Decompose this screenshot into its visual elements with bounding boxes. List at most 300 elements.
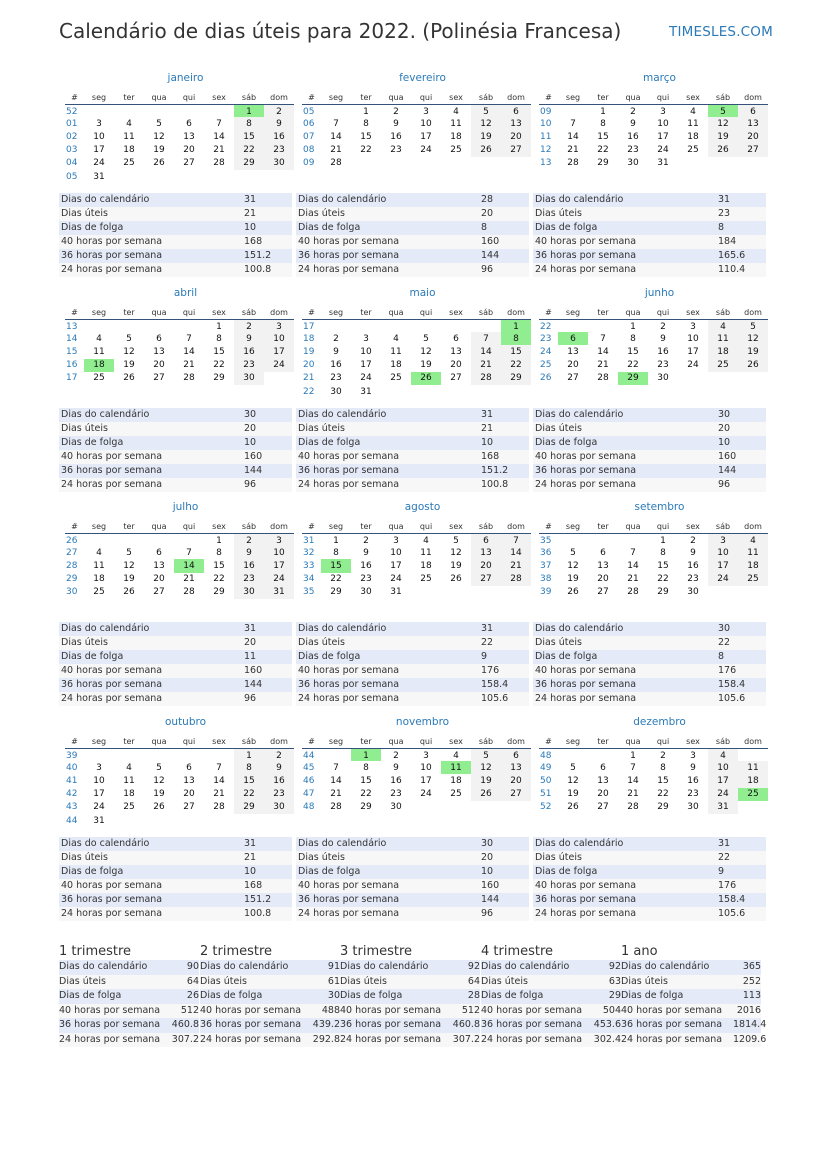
day-cell: 4 — [708, 319, 738, 332]
week-number: 46 — [303, 775, 315, 786]
summary-row — [59, 975, 199, 990]
stat-value: 100.8 — [244, 264, 272, 275]
summary-label: Dias do calendário — [481, 961, 570, 972]
day-cell: 4 — [393, 333, 399, 344]
week-row — [65, 117, 294, 130]
stat-value: 96 — [481, 264, 494, 275]
stat-label: 24 horas por semana — [61, 908, 163, 919]
day-cell: 7 — [630, 547, 636, 558]
day-cell — [411, 385, 441, 398]
summary-title: 2 trimestre — [200, 944, 273, 959]
stat-label: Dias de folga — [535, 437, 598, 448]
day-cell: 9 — [630, 118, 636, 129]
day-cell: 21 — [501, 559, 531, 572]
day-cell: 30 — [330, 386, 342, 397]
day-cell — [471, 319, 501, 332]
day-cell — [114, 170, 144, 183]
summary-value: 1814.4 — [733, 1019, 767, 1030]
weekday-header: ter — [114, 91, 144, 104]
day-cell: 23 — [360, 574, 372, 585]
day-cell: 3 — [660, 106, 666, 117]
day-cell: 17 — [708, 559, 738, 572]
day-cell: 12 — [123, 560, 135, 571]
day-cell: 27 — [501, 144, 531, 157]
day-cell: 13 — [501, 761, 531, 774]
day-cell: 11 — [738, 761, 768, 774]
week-number: 48 — [540, 750, 552, 761]
day-cell: 12 — [567, 775, 579, 786]
stat-value: 10 — [481, 437, 494, 448]
day-cell — [84, 533, 114, 546]
day-cell: 26 — [567, 587, 579, 598]
stat-value: 96 — [244, 479, 257, 490]
month-table — [539, 520, 768, 599]
stat-row — [59, 422, 292, 436]
weekday-header: seg — [84, 306, 114, 319]
day-cell: 18 — [390, 360, 402, 371]
day-cell — [264, 372, 294, 385]
week-row — [65, 801, 294, 814]
weekday-header: qua — [618, 91, 648, 104]
summary-2 — [340, 944, 480, 1047]
week-number: 17 — [303, 321, 315, 332]
day-cell: 6 — [558, 332, 588, 345]
day-cell: 8 — [234, 117, 264, 130]
stat-value: 100.8 — [244, 908, 272, 919]
day-cell — [558, 319, 588, 332]
weekday-header: sex — [204, 520, 234, 533]
month-table — [539, 735, 768, 814]
day-cell: 29 — [330, 587, 342, 598]
weekday-header: dom — [264, 306, 294, 319]
day-cell: 17 — [360, 360, 372, 371]
stat-label: Dias úteis — [61, 208, 108, 219]
day-cell: 5 — [570, 547, 576, 558]
weekday-header: qui — [648, 306, 678, 319]
day-cell — [84, 104, 114, 117]
stat-row — [296, 692, 529, 706]
day-cell: 17 — [657, 131, 669, 142]
stat-value: 168 — [244, 236, 263, 247]
day-cell: 27 — [501, 788, 531, 801]
summary-value: 63 — [608, 975, 621, 987]
stat-row — [296, 207, 529, 221]
day-cell: 23 — [264, 144, 294, 157]
day-cell: 3 — [423, 750, 429, 761]
weekday-header: # — [302, 735, 321, 748]
stat-label: 24 horas por semana — [535, 264, 637, 275]
stat-label: Dias do calendário — [298, 623, 387, 634]
stat-value: 8 — [718, 651, 725, 662]
summary-row — [621, 989, 761, 1004]
day-cell: 15 — [501, 345, 531, 358]
day-cell: 18 — [84, 359, 114, 372]
day-cell: 1 — [234, 104, 264, 117]
stat-row — [59, 408, 292, 422]
week-number: 50 — [540, 775, 552, 786]
summary-value: 504 — [602, 1004, 621, 1016]
day-cell: 7 — [216, 118, 222, 129]
day-cell: 16 — [234, 345, 264, 358]
day-cell: 17 — [93, 789, 105, 800]
day-cell: 31 — [657, 158, 669, 169]
day-cell: 24 — [264, 573, 294, 586]
stat-row — [533, 837, 766, 851]
day-cell — [588, 533, 618, 546]
weekday-header: qui — [174, 735, 204, 748]
day-cell: 2 — [630, 106, 636, 117]
week-row — [65, 372, 294, 385]
summary-label: 24 horas por semana — [59, 1033, 161, 1045]
day-cell — [708, 157, 738, 170]
month-table — [539, 306, 768, 385]
month-name: fevereiro — [399, 72, 446, 84]
day-cell: 24 — [708, 788, 738, 801]
stat-label: 40 horas por semana — [298, 236, 400, 247]
day-cell — [321, 319, 351, 332]
summary-row — [481, 975, 621, 990]
summary-value: 1209.6 — [733, 1033, 767, 1045]
stat-value: 20 — [244, 637, 257, 648]
month-table — [65, 91, 294, 183]
day-cell — [264, 814, 294, 827]
weekday-header: sex — [441, 520, 471, 533]
day-cell: 1 — [234, 748, 264, 761]
stat-row — [59, 249, 292, 263]
week-number: 52 — [540, 802, 552, 813]
stat-row — [533, 464, 766, 478]
day-cell: 10 — [657, 118, 669, 129]
stat-row — [533, 692, 766, 706]
weekday-header: ter — [588, 520, 618, 533]
day-cell: 4 — [738, 533, 768, 546]
month-name: junho — [644, 287, 675, 299]
day-cell — [441, 319, 471, 332]
month-table — [539, 91, 768, 170]
day-cell: 10 — [687, 333, 699, 344]
summary-value: 64 — [467, 975, 480, 987]
week-number: 24 — [540, 346, 552, 357]
stat-row — [59, 678, 292, 692]
stat-label: Dias do calendário — [535, 838, 624, 849]
stat-row — [296, 408, 529, 422]
month-5 — [539, 287, 768, 385]
weekday-header: qui — [411, 91, 441, 104]
day-cell: 8 — [216, 547, 222, 558]
stat-value: 160 — [244, 451, 263, 462]
summary-value: 113 — [742, 990, 761, 1001]
stat-label: 24 horas por semana — [535, 479, 637, 490]
weekday-header: seg — [321, 735, 351, 748]
weekday-header: # — [65, 306, 84, 319]
weekday-header: qui — [648, 91, 678, 104]
day-cell — [411, 586, 441, 599]
stat-value: 165.6 — [718, 250, 746, 261]
summary-label: Dias do calendário — [59, 961, 148, 972]
day-cell — [738, 586, 768, 599]
month-stats — [533, 622, 766, 706]
stat-label: Dias do calendário — [298, 838, 387, 849]
day-cell: 18 — [738, 559, 768, 572]
day-cell: 10 — [420, 762, 432, 773]
day-cell: 29 — [234, 157, 264, 170]
week-row — [539, 157, 768, 170]
stat-value: 22 — [718, 852, 731, 863]
week-number: 44 — [66, 815, 78, 826]
day-cell: 31 — [93, 815, 105, 826]
stat-label: 40 horas por semana — [535, 236, 637, 247]
day-cell: 23 — [687, 574, 699, 585]
stat-label: 40 horas por semana — [61, 236, 163, 247]
week-number: 18 — [303, 333, 315, 344]
summary-value: 302.4 — [593, 1033, 621, 1045]
week-number: 47 — [303, 789, 315, 800]
day-cell: 6 — [471, 533, 501, 546]
summary-value: 512 — [180, 1004, 199, 1016]
day-cell: 7 — [186, 547, 192, 558]
day-cell: 19 — [708, 130, 738, 143]
day-cell: 7 — [501, 533, 531, 546]
summary-title: 4 trimestre — [481, 944, 554, 959]
day-cell: 25 — [708, 359, 738, 372]
day-cell: 29 — [618, 372, 648, 385]
weekday-header: # — [302, 91, 321, 104]
summary-title: 3 trimestre — [340, 944, 413, 959]
day-cell: 7 — [630, 762, 636, 773]
day-cell: 9 — [333, 346, 339, 357]
month-7 — [302, 501, 531, 599]
summary-label: 24 horas por semana — [621, 1033, 723, 1045]
stat-value: 31 — [244, 623, 257, 634]
week-number: 05 — [66, 171, 78, 182]
day-cell: 28 — [330, 158, 342, 169]
day-cell: 14 — [597, 346, 609, 357]
day-cell — [381, 385, 411, 398]
day-cell: 18 — [450, 131, 462, 142]
week-number: 22 — [540, 321, 552, 332]
stat-label: 36 horas por semana — [535, 465, 637, 476]
day-cell: 4 — [690, 106, 696, 117]
summary-value: 64 — [186, 975, 199, 987]
stat-value: 10 — [718, 437, 731, 448]
week-number: 17 — [66, 373, 78, 384]
day-cell: 4 — [96, 333, 102, 344]
day-cell: 9 — [234, 332, 264, 345]
weekday-header: dom — [738, 735, 768, 748]
stat-label: Dias úteis — [298, 852, 345, 863]
day-cell: 13 — [153, 346, 165, 357]
day-cell — [411, 319, 441, 332]
weekday-header: ter — [114, 735, 144, 748]
day-cell — [234, 814, 264, 827]
stat-label: Dias úteis — [298, 208, 345, 219]
stat-value: 31 — [244, 194, 257, 205]
day-cell: 13 — [450, 346, 462, 357]
day-cell — [264, 170, 294, 183]
day-cell: 12 — [153, 131, 165, 142]
day-cell: 21 — [183, 360, 195, 371]
stat-label: Dias úteis — [298, 637, 345, 648]
day-cell: 1 — [660, 535, 666, 546]
stat-value: 31 — [481, 623, 494, 634]
stat-value: 144 — [481, 894, 500, 905]
week-row — [65, 345, 294, 358]
day-cell — [204, 170, 234, 183]
stat-value: 158.4 — [718, 894, 746, 905]
day-cell: 12 — [123, 346, 135, 357]
stat-value: 168 — [244, 880, 263, 891]
stat-label: Dias úteis — [535, 637, 582, 648]
summary-label: 40 horas por semana — [340, 1004, 442, 1016]
stat-row — [533, 193, 766, 207]
day-cell: 2 — [660, 750, 666, 761]
day-cell: 1 — [351, 748, 381, 761]
day-cell: 3 — [690, 750, 696, 761]
stat-label: Dias de folga — [61, 651, 124, 662]
day-cell: 25 — [420, 574, 432, 585]
day-cell: 17 — [687, 346, 699, 357]
summary-value: 307.2 — [171, 1033, 199, 1045]
day-cell: 4 — [453, 750, 459, 761]
stat-label: 24 horas por semana — [298, 264, 400, 275]
day-cell: 19 — [153, 145, 165, 156]
stat-row — [533, 851, 766, 865]
week-row — [302, 345, 531, 358]
summary-value: 2016 — [736, 1004, 761, 1016]
day-cell: 5 — [471, 748, 501, 761]
month-stats — [59, 408, 292, 492]
week-number: 09 — [540, 106, 552, 117]
day-cell: 18 — [738, 774, 768, 787]
weekday-header: seg — [321, 520, 351, 533]
day-cell: 9 — [393, 762, 399, 773]
stat-row — [533, 207, 766, 221]
day-cell: 21 — [567, 145, 579, 156]
day-cell: 22 — [360, 145, 372, 156]
stat-row — [296, 622, 529, 636]
day-cell — [204, 814, 234, 827]
day-cell: 13 — [501, 117, 531, 130]
month-6 — [65, 501, 294, 599]
weekday-header: qui — [411, 306, 441, 319]
stat-row — [296, 263, 529, 277]
month-table — [65, 520, 294, 599]
day-cell: 31 — [708, 801, 738, 814]
day-cell: 3 — [96, 118, 102, 129]
day-cell: 10 — [93, 131, 105, 142]
day-cell — [411, 157, 441, 170]
day-cell: 15 — [213, 346, 225, 357]
day-cell — [321, 748, 351, 761]
day-cell: 6 — [186, 762, 192, 773]
day-cell: 28 — [567, 158, 579, 169]
day-cell: 23 — [687, 789, 699, 800]
day-cell: 15 — [234, 774, 264, 787]
weekday-header: sáb — [471, 306, 501, 319]
day-cell: 15 — [321, 559, 351, 572]
summary-label: Dias de folga — [200, 990, 263, 1001]
stat-value: 144 — [481, 250, 500, 261]
summary-value: 365 — [742, 961, 761, 972]
stat-row — [533, 436, 766, 450]
stat-value: 30 — [481, 838, 494, 849]
weekday-header: qua — [381, 306, 411, 319]
summary-row — [621, 960, 761, 975]
weekday-header: sex — [678, 91, 708, 104]
day-cell: 11 — [441, 761, 471, 774]
summary-row — [481, 1004, 621, 1019]
day-cell: 16 — [627, 131, 639, 142]
week-number: 43 — [66, 802, 78, 813]
summary-row — [340, 1018, 480, 1033]
week-row — [302, 385, 531, 398]
day-cell: 25 — [93, 373, 105, 384]
day-cell: 26 — [153, 158, 165, 169]
site-link[interactable]: TIMESLES.COM — [669, 24, 773, 40]
stat-label: Dias úteis — [535, 423, 582, 434]
summary-value: 512 — [461, 1004, 480, 1016]
week-number: 28 — [66, 560, 78, 571]
day-cell: 5 — [570, 762, 576, 773]
stat-value: 110.4 — [718, 264, 746, 275]
stat-value: 105.6 — [718, 693, 746, 704]
day-cell — [471, 586, 501, 599]
day-cell: 26 — [123, 373, 135, 384]
stat-row — [296, 249, 529, 263]
stat-row — [533, 450, 766, 464]
weekday-header: # — [539, 306, 558, 319]
stat-row — [59, 263, 292, 277]
stat-label: Dias de folga — [61, 866, 124, 877]
day-cell: 10 — [708, 761, 738, 774]
stat-label: Dias de folga — [298, 437, 361, 448]
day-cell: 27 — [567, 373, 579, 384]
weekday-header: sáb — [708, 735, 738, 748]
day-cell: 29 — [213, 587, 225, 598]
day-cell: 9 — [690, 547, 696, 558]
stat-value: 21 — [244, 852, 257, 863]
day-cell: 25 — [450, 789, 462, 800]
day-cell: 27 — [738, 144, 768, 157]
stat-row — [533, 235, 766, 249]
stat-label: Dias do calendário — [61, 194, 150, 205]
stat-row — [296, 422, 529, 436]
day-cell: 15 — [360, 131, 372, 142]
stat-label: 24 horas por semana — [298, 693, 400, 704]
week-number: 05 — [303, 106, 315, 117]
week-number: 48 — [303, 802, 315, 813]
week-number: 30 — [66, 587, 78, 598]
stat-label: 36 horas por semana — [535, 250, 637, 261]
month-4 — [302, 287, 531, 398]
week-number: 09 — [303, 158, 315, 169]
day-cell: 18 — [123, 145, 135, 156]
day-cell: 17 — [264, 559, 294, 572]
stat-label: 40 horas por semana — [535, 880, 637, 891]
week-row — [65, 586, 294, 599]
day-cell: 22 — [360, 789, 372, 800]
week-number: 08 — [303, 145, 315, 156]
stat-row — [533, 408, 766, 422]
day-cell: 11 — [708, 332, 738, 345]
weekday-header: # — [539, 91, 558, 104]
day-cell: 28 — [213, 802, 225, 813]
day-cell — [441, 385, 471, 398]
day-cell: 16 — [687, 775, 699, 786]
weekday-header: ter — [588, 306, 618, 319]
weekday-header: seg — [84, 91, 114, 104]
day-cell: 27 — [153, 587, 165, 598]
